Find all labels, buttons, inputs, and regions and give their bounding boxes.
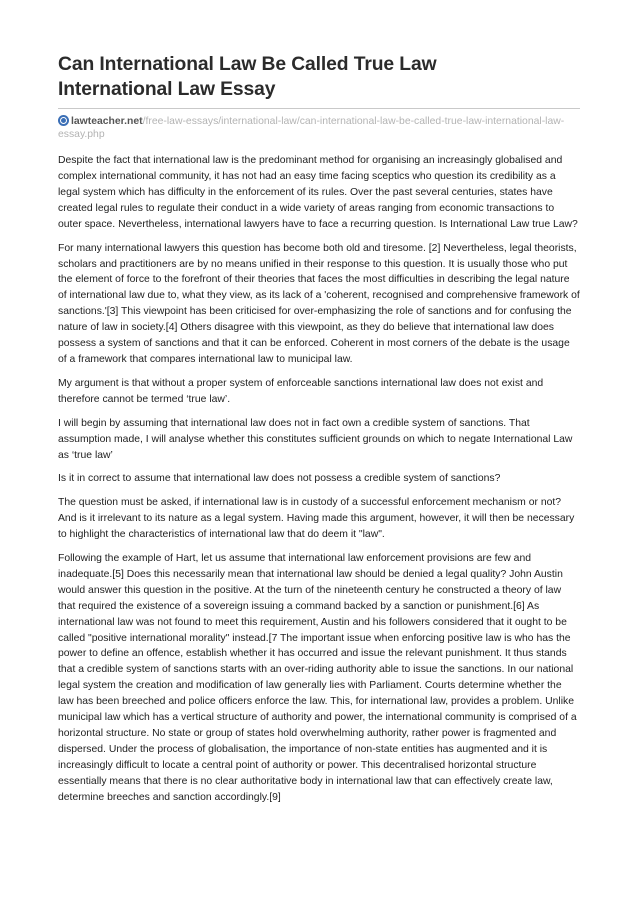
document-title: [58, 52, 580, 102]
paragraph: I will begin by assuming that international law does not in fact own a credible system of sanctions. That assumption made, I will analyse whether this constitutes sufficient grounds on which to negate International Law as ‘true law’: [58, 417, 573, 461]
paragraph: My argument is that without a proper system of enforceable sanctions international law does not exist and therefore cannot be termed ‘true law’.: [58, 377, 544, 405]
source-domain[interactable]: lawteacher.net: [71, 116, 143, 127]
paragraph: The question must be asked, if international law is in custody of a successful enforcement mechanism or not? And is it irrelevant to its nature as a legal system. Having made this argument, however, it will then be necessary to highlight the characteristics of international law that do deem it "law".: [58, 497, 575, 540]
paragraph: Following the example of Hart, let us assume that international law enforcement provisions are few and inadequate.[5] Does this necessarily mean that international law should be denied a legal quality? John Austin would answer this question in the positive. At the turn of the nineteenth century he constructed a theory of law that required the existence of a sovereign issuing a command backed by a sanction or punishment.[6] As international law was not found to meet this requirement, Austin and his followers considered that it ought to be called "positive international morality" instead.[7 The important issue when enforcing positive law is who has the power to define an offence, establish whether it has occurred and issue the relevant punishment. It thus stands that a credible system of sanctions starts with an over-riding authority able to issue the sanctions. In our national legal system the creation and modification of law generally lies with Parliament. Courts determine whether the law has been breeched and police officers enforce the law. This, for international law, provides a problem. Unlike municipal law which has a vertical structure of authority and power, the international community is comprised of a horizontal structure. No state or group of states hold overwhelming authority, rather power is fragmented and dispersed. Under the process of globalisation, the importance of non-state entities has augmented and it is increasingly difficult to locate a central point of authority or power. This decentralised horizontal structure essentially means that there is no clear authoritative body in international law that can effectively create law, determine breeches and sanction accordingly.[9]: [58, 552, 577, 804]
document-body: [58, 153, 580, 806]
paragraph: Despite the fact that international law is the predominant method for organising an increasingly globalised and complex international community, it has not had an easy time facing sceptics who question its credibility as a legal system which has difficulty in the enforcement of its rules. Over the past several centuries, states have created legal rules to regulate their conduct in a wide variety of areas ranging from economic transactions to outer space. Nevertheless, international lawyers have to face a recurring question. Is International Law true Law?: [58, 155, 578, 230]
paragraph: For many international lawyers this question has become both old and tiresome. [2] Nevertheless, legal theorists, scholars and practitioners are by no means unified in their response to this question. It is usually those who put the element of force to the forefront of their theories that faces the most difficulties in describing the legal nature of international law due to, what they view, as its lack of a 'coherent, recognised and comprehensive framework of sanctions.'[3] This viewpoint has been criticised for over-emphasizing the role of sanctions and for confusing the nature of law in society.[4] Others disagree with this viewpoint, as they do believe that international law does possess a system of sanctions and that it can be enforced. Coherent in most corners of the debate is the usage of a framework that compares international law to municipal law.: [58, 242, 580, 366]
paragraph: Is it in correct to assume that international law does not possess a credible system of sanctions?: [58, 473, 501, 485]
source-path[interactable]: /free-law-essays/international-law/can-international-law-be-called-true-law-international-law-essay.php: [58, 116, 565, 140]
title-line: Can International Law Be Called True Law: [58, 54, 437, 75]
title-divider: [58, 108, 580, 109]
globe-icon: [58, 115, 69, 126]
title-line: International Law Essay: [58, 79, 276, 100]
source-link[interactable]: [58, 115, 580, 141]
